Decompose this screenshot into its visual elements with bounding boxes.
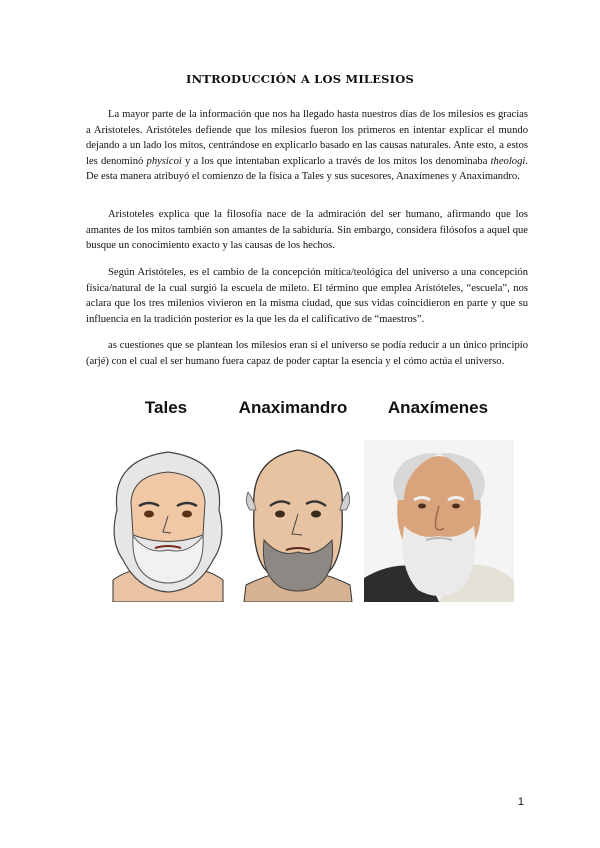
paragraph-1-text-c: . De esta manera atribuyó el comienzo de la física a Tales y sus sucesores, Anaxímenes y Anaximandro. xyxy=(86,155,528,183)
page-title: INTRODUCCIÓN A LOS MILESIOS xyxy=(186,72,414,86)
term-theologi: theologi xyxy=(490,155,526,167)
anaximandro-portrait xyxy=(236,440,360,602)
philosopher-name-tales: Tales xyxy=(144,398,188,417)
paragraph-1 xyxy=(86,107,528,185)
paragraph-1-text-a: La mayor parte de la información que nos ha llegado hasta nuestros días de los milesios es gracias a Aristoteles. Aristóteles defiende que los milesios fueron los primeros en intentar explicar el mundo dejando a un lado los mitos, centrándose en explicarlo basado en las causas naturales. Ante esto, a estos les denominó xyxy=(86,109,528,167)
philosopher-names xyxy=(0,398,600,422)
paragraph-2: Aristoteles explica que la filosofía nace de la admiración del ser humano, afirmando que los amantes de los mitos también son amantes de la sabiduría. Sin embargo, considera filósofos a aquel que busque un conocimiento exacto y las causas de los hechos. xyxy=(86,209,528,252)
anaximenes-portrait xyxy=(364,440,514,602)
page-number: 1 xyxy=(517,796,524,808)
paragraph-3: Según Aristóteles, es el cambio de la concepción mítica/teológica del universo a una concepción física/natural de la cual surgió la escuela de mileto. El término que emplea Aristóteles, “escuela”, nos aclara que los tres milenios vivieron en la misma ciudad, que sus vidas coincidieron en parte y que su influencia en la tradición posterior es la que les da el calificativo de “maestros”. xyxy=(86,267,528,325)
tales-portrait xyxy=(103,440,233,602)
paragraph-1-text-b: y a los que intentaban explicarlo a través de los mitos los denominaba xyxy=(181,155,491,167)
term-physicoi: physicoi xyxy=(146,155,182,167)
paragraph-4: as cuestiones que se plantean los milesios eran si el universo se podía reducir a un único principio (arjé) con el cual el ser humano fuera capaz de poder captar la esencia y el cómo actúa el universo. xyxy=(86,340,528,367)
philosopher-name-anaximenes: Anaxímenes xyxy=(387,398,489,417)
philosopher-name-anaximandro: Anaximandro xyxy=(238,398,348,417)
